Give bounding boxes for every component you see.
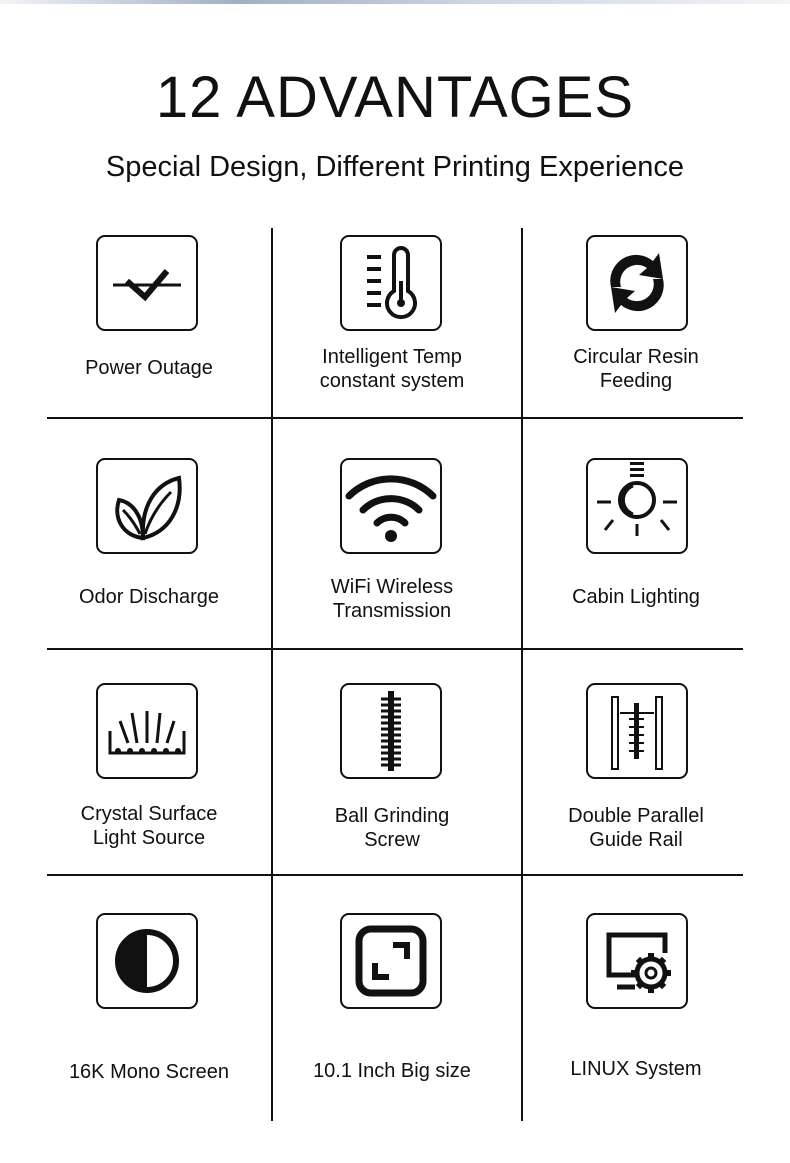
ball-screw-icon xyxy=(340,683,442,779)
feature-label: WiFi Wireless Transmission xyxy=(330,576,454,622)
light-rays-icon xyxy=(96,683,198,779)
feature-label: 16K Mono Screen xyxy=(68,1061,230,1083)
grid-divider-horizontal-3 xyxy=(47,874,743,876)
feature-label: Circular Resin Feeding xyxy=(573,346,699,392)
feature-label: Crystal Surface Light Source xyxy=(80,803,218,849)
wifi-icon xyxy=(340,458,442,554)
light-bulb-icon xyxy=(586,458,688,554)
feature-label: LINUX System xyxy=(570,1058,702,1080)
grid-divider-horizontal-2 xyxy=(47,648,743,650)
feature-label: Intelligent Temp constant system xyxy=(319,346,465,392)
top-decorative-strip xyxy=(0,0,790,4)
half-circle-contrast-icon xyxy=(96,913,198,1009)
circular-arrows-icon xyxy=(586,235,688,331)
monitor-gear-icon xyxy=(586,913,688,1009)
grid-divider-horizontal-1 xyxy=(47,417,743,419)
checkmark-line-icon xyxy=(96,235,198,331)
feature-label: Cabin Lighting xyxy=(572,586,700,608)
expand-corners-icon xyxy=(340,913,442,1009)
guide-rail-icon xyxy=(586,683,688,779)
page-title: 12 ADVANTAGES xyxy=(155,65,635,130)
page-subtitle: Special Design, Different Printing Experience xyxy=(105,151,685,183)
feature-label: Ball Grinding Screw xyxy=(334,805,450,851)
feature-label: 10.1 Inch Big size xyxy=(313,1060,471,1082)
feature-label: Power Outage xyxy=(85,357,213,379)
thermometer-icon xyxy=(340,235,442,331)
feature-label: Odor Discharge xyxy=(78,586,220,608)
leaf-icon xyxy=(96,458,198,554)
feature-label: Double Parallel Guide Rail xyxy=(568,805,704,851)
